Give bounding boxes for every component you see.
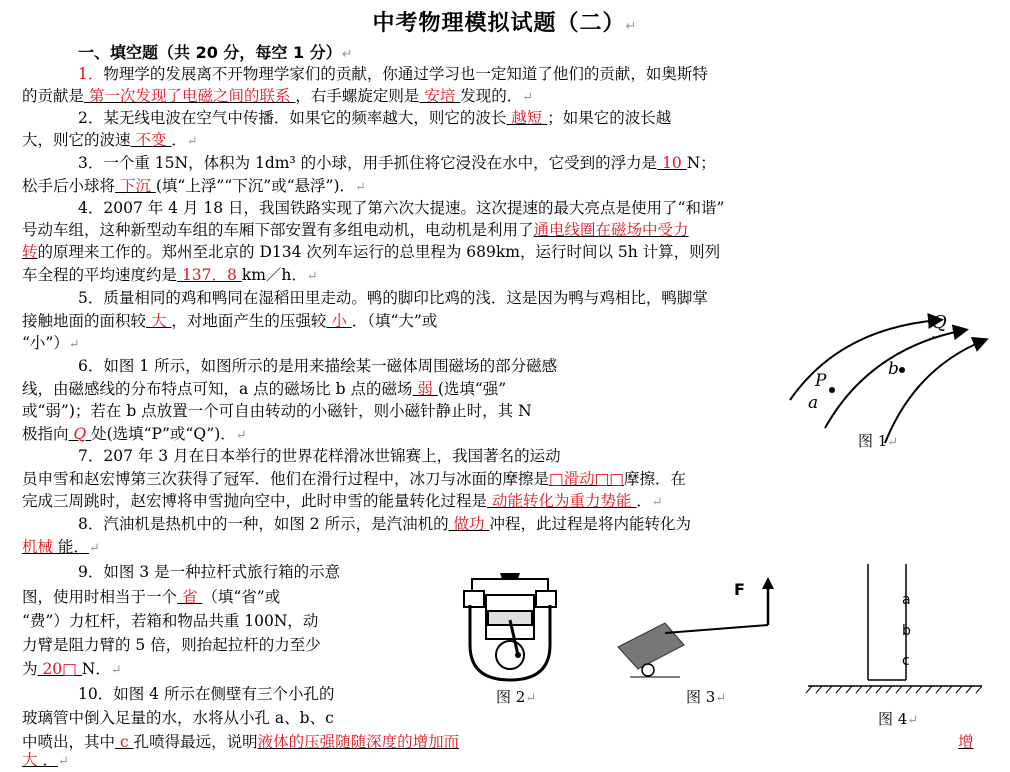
fig4-label-b: b [902, 623, 911, 639]
q3-line1: 3．一个重 15N，体积为 1dm³ 的小球，用手抓住将它浸没在水中，它受到的浮力是 10 N； [78, 154, 716, 172]
q4-line3: 转的原理来工作的。郑州至北京的 D134 次列车运行的总里程为 689km，运行时间以 5h 计算，则列 [22, 243, 721, 261]
figure-3-caption: 图 3↵ [686, 688, 727, 706]
q10-answer2-cont: 增 [958, 733, 974, 751]
page-title: 中考物理模拟试题（二）↵ [372, 11, 638, 36]
q9-line2: 图，使用时相当于一个 省 （填“省”或 [22, 588, 281, 606]
q5-line1: 5．质量相同的鸡和鸭同在湿稻田里走动。鸭的脚印比鸡的浅．这是因为鸭与鸡相比，鸭脚掌 [78, 289, 708, 307]
q1-answer1: 第一次发现了电磁之间的联系 [84, 87, 296, 105]
q10-answer1: c [115, 733, 134, 751]
q1-answer2: 安培 [419, 87, 461, 105]
q6-line2: 线，由磁感线的分布特点可知，a 点的磁场比 b 点的磁场 弱 (选填“强” [22, 380, 507, 398]
q4-answer1: 通电线圈在磁场中受力 [533, 221, 689, 239]
figure-1-field-lines [780, 308, 1005, 448]
q9-line3: “费”）力杠杆，若箱和物品共重 100N，动 [22, 612, 319, 630]
q9-line1: 9．如图 3 是一种拉杆式旅行箱的示意 [78, 563, 341, 581]
q6-line4: 极指向 Q 处(选填“P”或“Q”)．↵ [22, 425, 247, 443]
q10-line3: 中喷出，其中 c 孔喷得最远，说明液体的压强随随深度的增加而 [22, 733, 460, 751]
q4-line1: 4．2007 年 4 月 18 日，我国铁路实现了第六次大提速。这次提速的最大亮点是使用了“和谐” [78, 199, 725, 217]
q1-line1: 1．物理学的发展离不开物理学家们的贡献，你通过学习也一定知道了他们的贡献，如奥斯特 [78, 65, 708, 83]
q5-line3: “小”）↵ [22, 334, 80, 352]
q3-answer2: 下沉 [115, 177, 156, 195]
q10-answer2: 液体的压强随随深度的增加而 [257, 733, 460, 751]
q10-line2: 玻璃管中倒入足量的水，水将从小孔 a、b、c [22, 709, 334, 727]
figure-2-caption: 图 2↵ [496, 688, 537, 706]
q2-line1: 2．某无线电波在空气中传播．如果它的频率越大，则它的波长 越短 ；如果它的波长越 [78, 109, 672, 127]
fig1-label-a: a [808, 393, 819, 413]
q7-answer2: 动能转化为重力势能 [487, 492, 637, 510]
figure-3-trolley [610, 575, 780, 680]
figure-2-engine [460, 565, 560, 685]
q6-answer1: 弱 [412, 380, 438, 398]
q3-answer1: 10 [657, 154, 687, 172]
q8-answer2: 机械 [22, 538, 54, 556]
q8-line1: 8．汽油机是热机中的一种，如图 2 所示，是汽油机的 做功 冲程，此过程是将内能转化为 [78, 515, 691, 533]
q8-answer1: 做功 [448, 515, 490, 533]
fig1-label-P: P [815, 371, 827, 391]
q5-answer2: 小 [326, 312, 352, 330]
q4-line2: 号动车组，这种新型动车组的车厢下部安置有多组电动机，电动机是利用了通电线圈在磁场中受力 [22, 221, 689, 239]
fig1-label-b: b [888, 359, 899, 379]
q7-answer1: □滑动□□ [549, 470, 624, 488]
q9-line4: 力臂是阻力臂的 5 倍，则抬起拉杆的力至少 [22, 636, 321, 654]
q9-line5: 为 20□ N．↵ [22, 660, 122, 678]
fig3-label-F: F [734, 580, 745, 599]
fig4-label-c: c [902, 653, 910, 669]
q4-line4: 车全程的平均速度约是 137．8 km／h．↵ [22, 266, 318, 284]
q3-line2: 松手后小球将 下沉 (填“上浮”“下沉”或“悬浮”)．↵ [22, 177, 366, 195]
q7-line1: 7．207 年 3 月在日本举行的世界花样滑冰世锦赛上，我国著名的运动 [78, 447, 561, 465]
fig1-label-Q: Q [932, 312, 947, 333]
q8-line2: 机械 能．↵ [22, 538, 100, 556]
q7-line3: 完成三周跳时，赵宏博将申雪抛向空中，此时申雪的能量转化过程是 动能转化为重力势能 ．↵ [22, 492, 663, 510]
q5-answer1: 大 [146, 312, 172, 330]
q9-answer1: 省 [177, 588, 203, 606]
fig4-label-a: a [902, 592, 911, 608]
q2-answer2: 不变 [130, 131, 172, 149]
q6-line3: 或“弱”)；若在 b 点放置一个可自由转动的小磁针，则小磁针静止时，其 N [22, 402, 532, 420]
q5-line2: 接触地面的面积较 大 ，对地面产生的压强较 小 ．（填“大”或 [22, 312, 438, 330]
q6-line1: 6．如图 1 所示，如图所示的是用来描绘某一磁体周围磁场的部分磁感 [78, 357, 558, 375]
figure-4-caption: 图 4↵ [878, 710, 919, 728]
q6-answer2: Q [68, 425, 92, 443]
q2-line2: 大，则它的波速 不变 ．↵ [22, 131, 198, 149]
q9-answer2: 20□ [37, 660, 82, 678]
figure-1-caption: 图 1↵ [858, 432, 899, 450]
q2-answer1: 越短 [506, 109, 548, 127]
q4-answer2: 137．8 [177, 266, 242, 284]
q1-line2: 的贡献是 第一次发现了电磁之间的联系 ，右手螺旋定则是 安培 发现的．↵ [22, 87, 534, 105]
figure-4-tube [800, 560, 990, 695]
q10-line4: 大 ．↵ [22, 751, 69, 769]
q7-line2: 员申雪和赵宏博第三次获得了冠军．他们在滑行过程中，冰刀与冰面的摩擦是□滑动□□摩擦．在 [22, 470, 686, 488]
q10-line1: 10．如图 4 所示在侧壁有三个小孔的 [78, 685, 335, 703]
section-heading: 一、填空题（共 20 分，每空 1 分）↵ [78, 43, 353, 62]
